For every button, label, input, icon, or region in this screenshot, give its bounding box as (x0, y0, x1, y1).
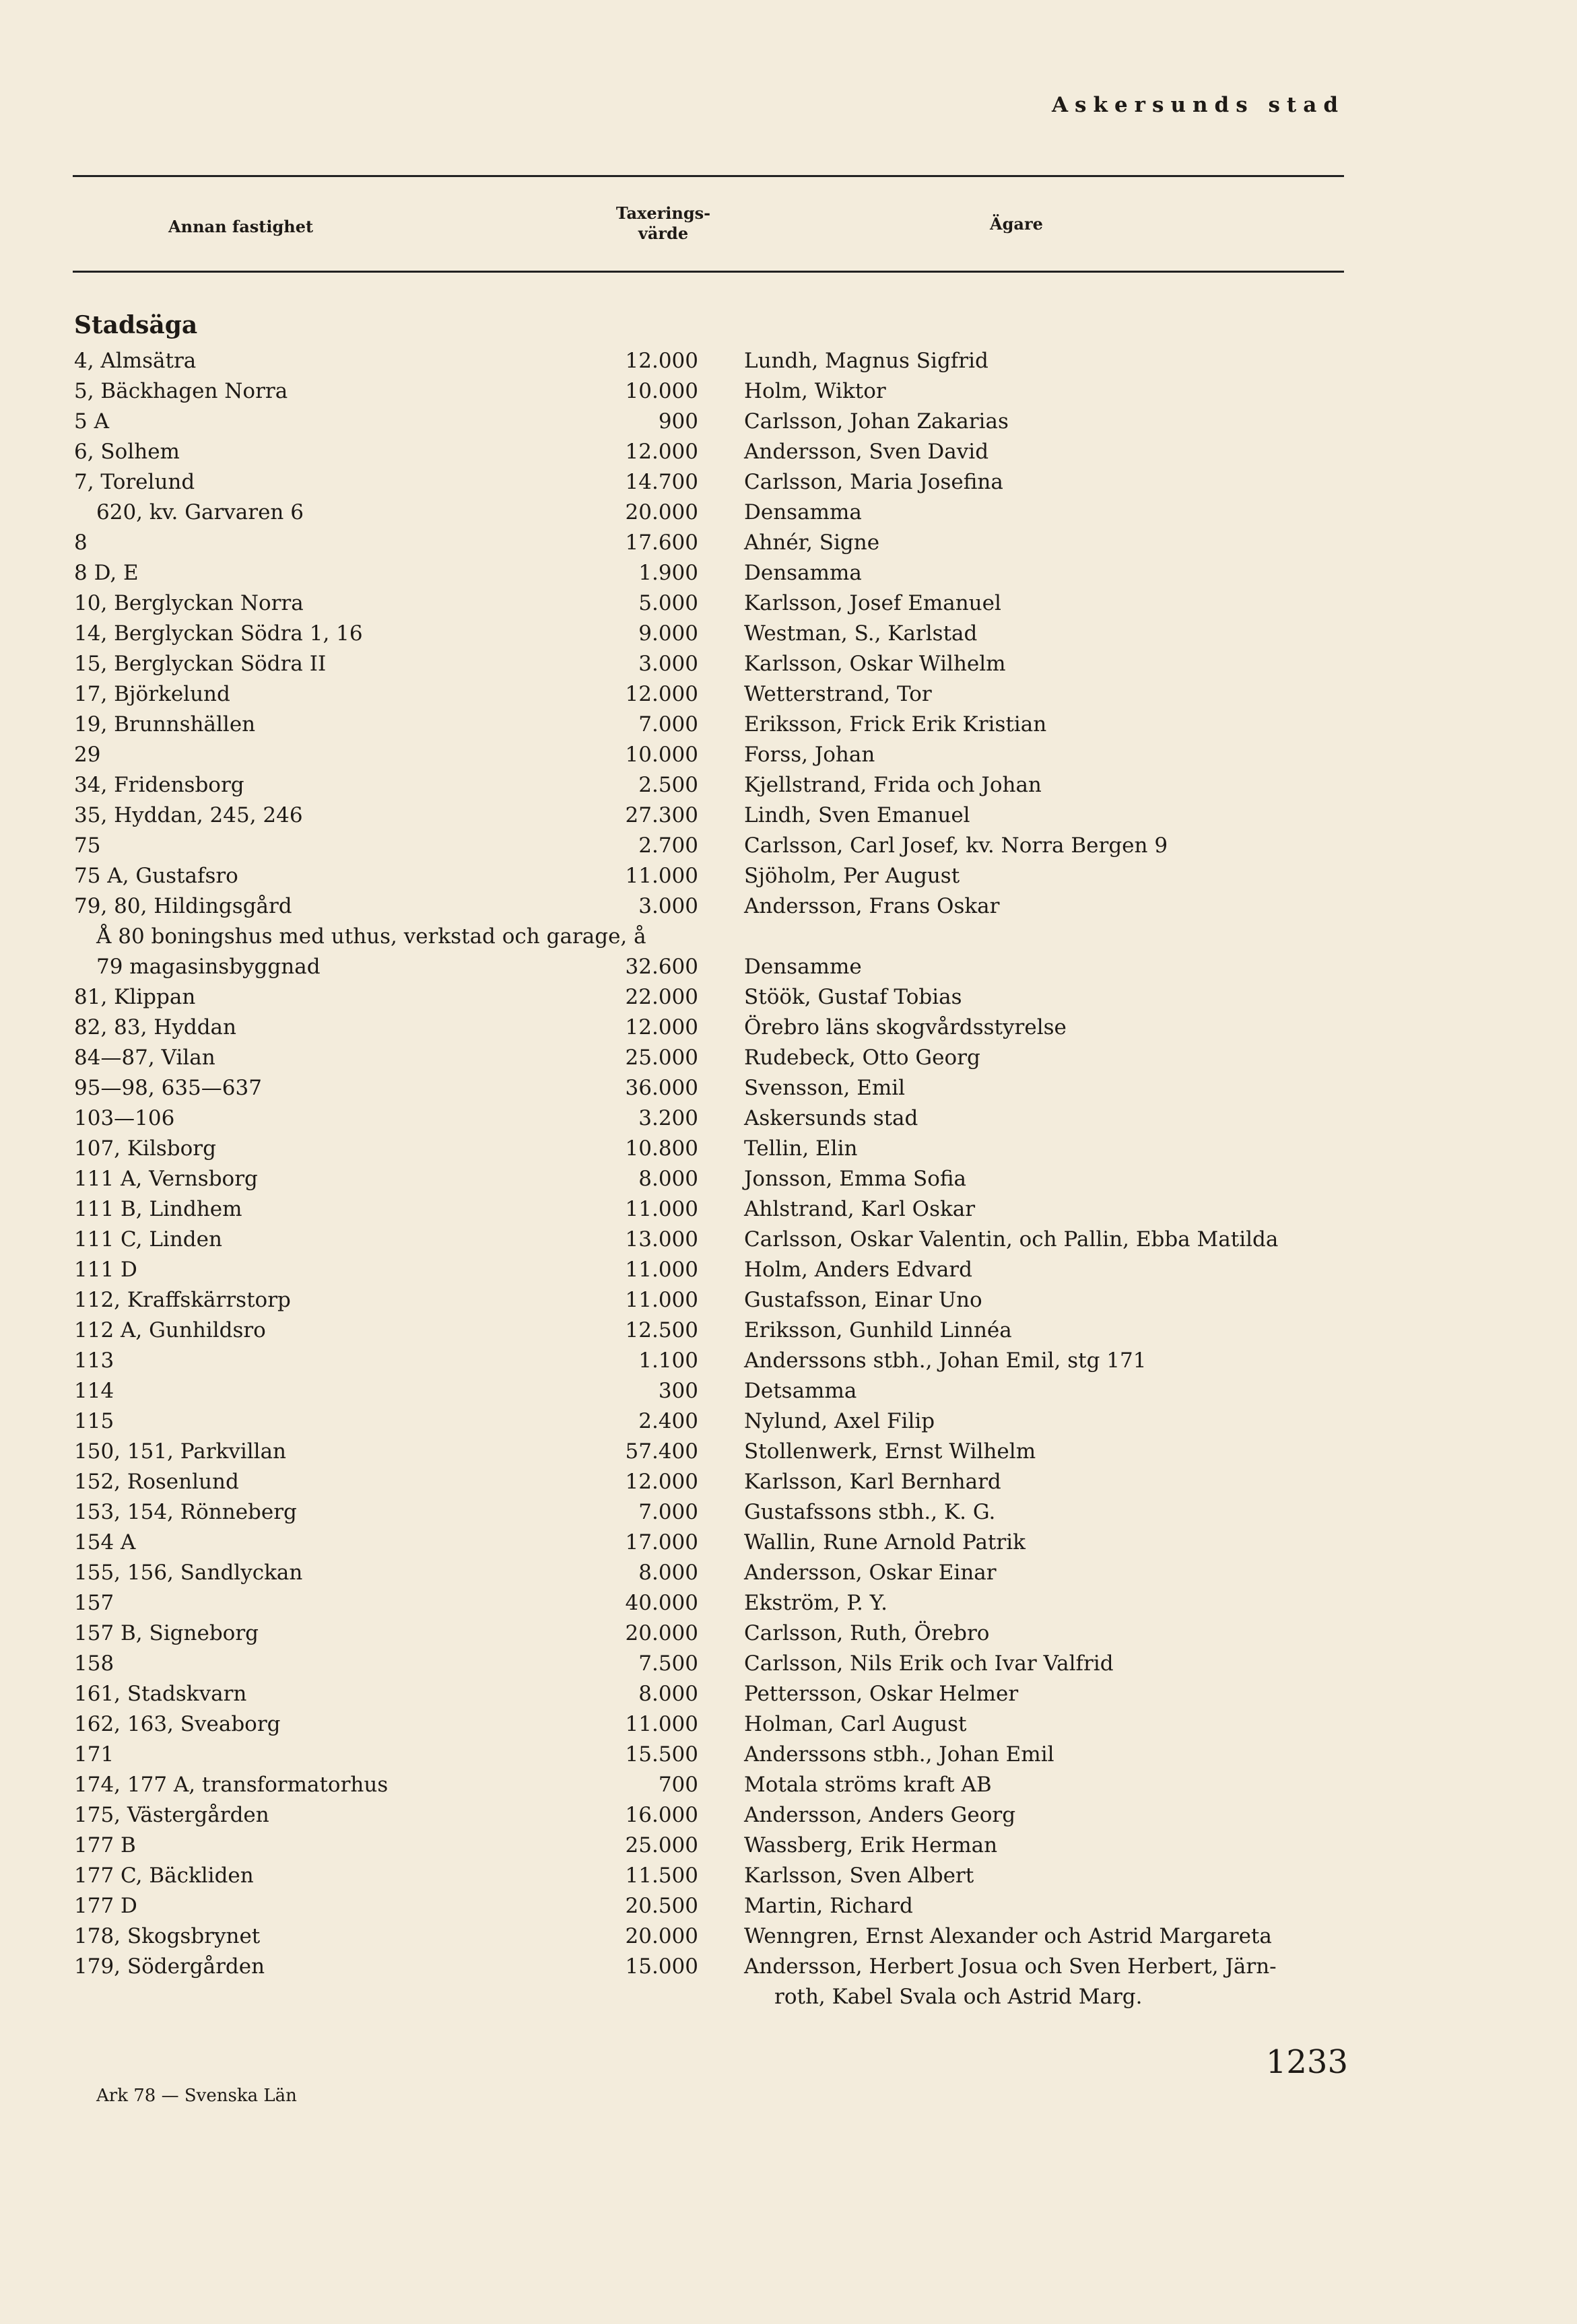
table-row (0, 498, 1577, 528)
table-row (0, 1649, 1577, 1679)
property-cell: 82, 83, Hyddan (74, 1015, 236, 1039)
value-cell: 11.500 (625, 1864, 698, 1888)
value-cell: 12.000 (625, 1015, 698, 1039)
table-row (0, 982, 1577, 1013)
value-cell: 12.000 (625, 349, 698, 373)
table-row (0, 1073, 1577, 1103)
owner-cell: Densamme (744, 955, 862, 979)
table-header-rule (73, 271, 1344, 273)
property-cell: 152, Rosenlund (74, 1470, 239, 1494)
owner-cell: Holm, Wiktor (744, 379, 886, 403)
value-cell: 11.000 (625, 864, 698, 888)
owner-cell: Kjellstrand, Frida och Johan (744, 773, 1042, 797)
owner-cell: Andersson, Frans Oskar (744, 894, 1000, 918)
owner-cell: Karlsson, Josef Emanuel (744, 591, 1001, 615)
property-cell: 81, Klippan (74, 985, 196, 1009)
table-row (0, 1194, 1577, 1225)
owner-cell: Wallin, Rune Arnold Patrik (744, 1530, 1026, 1554)
table-row (0, 740, 1577, 770)
value-cell: 7.000 (638, 1500, 698, 1524)
owner-cell: Wetterstrand, Tor (744, 682, 932, 706)
value-cell: 3.200 (638, 1106, 698, 1130)
owner-cell: Martin, Richard (744, 1894, 913, 1918)
owner-cell: Carlsson, Johan Zakarias (744, 409, 1009, 434)
property-cell: 17, Björkelund (74, 682, 230, 706)
owner-cell: Karlsson, Sven Albert (744, 1864, 974, 1888)
property-cell: 6, Solhem (74, 440, 180, 464)
value-cell: 12.000 (625, 1470, 698, 1494)
value-cell: 14.700 (625, 470, 698, 494)
table-row (0, 1285, 1577, 1315)
owner-cell: Askersunds stad (744, 1106, 918, 1130)
property-cell: 35, Hyddan, 245, 246 (74, 803, 303, 827)
owner-cell: Nylund, Axel Filip (744, 1409, 935, 1433)
property-cell: 10, Berglyckan Norra (74, 591, 304, 615)
table-row (0, 770, 1577, 800)
value-cell: 9.000 (638, 621, 698, 646)
owner-cell: Densamma (744, 500, 862, 524)
value-cell: 20.000 (625, 500, 698, 524)
property-cell: 179, Södergården (74, 1954, 265, 1979)
value-cell: 10.000 (625, 743, 698, 767)
table-row (0, 1164, 1577, 1194)
property-cell: 153, 154, Rönneberg (74, 1500, 297, 1524)
value-cell: 12.000 (625, 682, 698, 706)
table-top-rule (73, 175, 1344, 177)
property-cell: 157 (74, 1591, 114, 1615)
owner-cell: Örebro läns skogvårdsstyrelse (744, 1015, 1067, 1039)
property-cell: 84—87, Vilan (74, 1046, 215, 1070)
property-cell: 75 A, Gustafsro (74, 864, 238, 888)
property-cell: 620, kv. Garvaren 6 (96, 500, 304, 524)
property-cell: 15, Berglyckan Södra II (74, 652, 327, 676)
owner-cell: Rudebeck, Otto Georg (744, 1046, 980, 1070)
value-cell: 900 (658, 409, 698, 434)
property-cell: 112, Kraffskärrstorp (74, 1288, 291, 1312)
value-cell: 36.000 (625, 1076, 698, 1100)
property-cell: 103—106 (74, 1106, 175, 1130)
value-cell: 5.000 (638, 591, 698, 615)
owner-cell-continuation: roth, Kabel Svala och Astrid Marg. (774, 1985, 1143, 2009)
owner-cell: Forss, Johan (744, 743, 875, 767)
owner-cell: Tellin, Elin (744, 1136, 858, 1161)
owner-cell: Detsamma (744, 1379, 857, 1403)
owner-cell: Carlsson, Nils Erik och Ivar Valfrid (744, 1651, 1114, 1676)
value-cell: 2.700 (638, 833, 698, 858)
property-table (0, 346, 1577, 2009)
property-cell: 158 (74, 1651, 114, 1676)
value-cell: 20.500 (625, 1894, 698, 1918)
value-cell: 12.000 (625, 440, 698, 464)
property-cell: 19, Brunnshällen (74, 712, 256, 737)
owner-cell: Lundh, Magnus Sigfrid (744, 349, 988, 373)
table-row (0, 891, 1577, 922)
owner-cell: Westman, S., Karlstad (744, 621, 978, 646)
owner-cell: Ekström, P. Y. (744, 1591, 887, 1615)
owner-cell: Karlsson, Oskar Wilhelm (744, 652, 1006, 676)
table-row (0, 1437, 1577, 1467)
value-cell: 700 (658, 1773, 698, 1797)
owner-cell: Carlsson, Oskar Valentin, och Pallin, Ebba Matilda (744, 1227, 1279, 1252)
owner-cell: Eriksson, Frick Erik Kristian (744, 712, 1047, 737)
value-cell: 8.000 (638, 1167, 698, 1191)
table-row (0, 1921, 1577, 1952)
table-row (0, 1255, 1577, 1285)
property-cell: 111 D (74, 1258, 137, 1282)
page-number: 1233 (1265, 2043, 1348, 2081)
table-row (0, 861, 1577, 891)
property-cell: 4, Almsätra (74, 349, 197, 373)
table-row (0, 1528, 1577, 1558)
value-cell: 27.300 (625, 803, 698, 827)
table-row (0, 1891, 1577, 1921)
value-cell: 7.000 (638, 712, 698, 737)
owner-cell: Anderssons stbh., Johan Emil (744, 1742, 1054, 1767)
value-cell: 11.000 (625, 1712, 698, 1736)
table-row (0, 376, 1577, 407)
table-row (0, 1013, 1577, 1043)
property-cell: 112 A, Gunhildsro (74, 1318, 266, 1342)
property-cell: 5 A (74, 409, 109, 434)
value-cell: 3.000 (638, 652, 698, 676)
table-row (0, 1225, 1577, 1255)
value-cell: 2.400 (638, 1409, 698, 1433)
owner-cell: Gustafssons stbh., K. G. (744, 1500, 996, 1524)
value-cell: 17.600 (625, 531, 698, 555)
owner-cell: Andersson, Oskar Einar (744, 1561, 997, 1585)
column-header-owner: Ägare (990, 214, 1043, 234)
value-cell: 300 (658, 1379, 698, 1403)
property-cell: 162, 163, Sveaborg (74, 1712, 281, 1736)
value-cell: 7.500 (638, 1651, 698, 1676)
owner-cell: Wenngren, Ernst Alexander och Astrid Margareta (744, 1924, 1272, 1948)
owner-cell: Lindh, Sven Emanuel (744, 803, 970, 827)
property-cell: 14, Berglyckan Södra 1, 16 (74, 621, 363, 646)
owner-cell: Jonsson, Emma Sofia (744, 1167, 967, 1191)
value-cell: 1.900 (638, 561, 698, 585)
table-row (0, 1558, 1577, 1588)
value-cell: 20.000 (625, 1924, 698, 1948)
owner-cell: Holman, Carl August (744, 1712, 967, 1736)
column-header-value: Taxerings- värde (615, 203, 711, 243)
table-row (0, 679, 1577, 710)
table-row (0, 1134, 1577, 1164)
table-row (0, 710, 1577, 740)
table-row (0, 922, 1577, 982)
property-cell: 75 (74, 833, 101, 858)
table-row (0, 1406, 1577, 1437)
property-cell: 34, Fridensborg (74, 773, 244, 797)
owner-cell: Carlsson, Carl Josef, kv. Norra Bergen 9 (744, 833, 1168, 858)
property-cell: 155, 156, Sandlyckan (74, 1561, 303, 1585)
property-cell: 178, Skogsbrynet (74, 1924, 261, 1948)
owner-cell: Karlsson, Karl Bernhard (744, 1470, 1001, 1494)
property-cell: 29 (74, 743, 101, 767)
table-row (0, 1467, 1577, 1497)
table-row (0, 649, 1577, 679)
owner-cell: Ahnér, Signe (744, 531, 880, 555)
table-row (0, 1831, 1577, 1861)
owner-cell: Motala ströms kraft AB (744, 1773, 992, 1797)
owner-cell: Gustafsson, Einar Uno (744, 1288, 982, 1312)
property-cell: 177 D (74, 1894, 137, 1918)
table-row (0, 1588, 1577, 1618)
property-cell: 150, 151, Parkvillan (74, 1439, 287, 1464)
value-cell: 20.000 (625, 1621, 698, 1645)
property-cell: 174, 177 A, transformatorhus (74, 1773, 389, 1797)
owner-cell: Andersson, Sven David (744, 440, 989, 464)
owner-cell: Carlsson, Ruth, Örebro (744, 1621, 990, 1645)
table-row (0, 437, 1577, 467)
owner-cell: Svensson, Emil (744, 1076, 906, 1100)
property-cell: 177 C, Bäckliden (74, 1864, 254, 1888)
owner-cell: Wassberg, Erik Herman (744, 1833, 998, 1857)
value-cell: 32.600 (625, 955, 698, 979)
table-row (0, 1103, 1577, 1134)
table-row (0, 1376, 1577, 1406)
table-row (0, 1043, 1577, 1073)
table-row (0, 1770, 1577, 1800)
property-cell: Å 80 boningshus med uthus, verkstad och garage, å 79 magasinsbyggnad (96, 924, 646, 979)
section-title: Stadsäga (74, 311, 198, 339)
property-cell: 177 B (74, 1833, 136, 1857)
owner-cell: Holm, Anders Edvard (744, 1258, 972, 1282)
table-row (0, 1709, 1577, 1740)
property-cell: 113 (74, 1348, 114, 1373)
owner-cell: Stollenwerk, Ernst Wilhelm (744, 1439, 1036, 1464)
owner-cell: Andersson, Herbert Josua och Sven Herbert, Järn- (744, 1954, 1277, 1979)
property-cell: 7, Torelund (74, 470, 195, 494)
owner-cell: Carlsson, Maria Josefina (744, 470, 1003, 494)
value-cell: 16.000 (625, 1803, 698, 1827)
property-cell: 111 A, Vernsborg (74, 1167, 258, 1191)
property-cell: 8 D, E (74, 561, 139, 585)
table-row (0, 1952, 1577, 2009)
owner-cell: Andersson, Anders Georg (744, 1803, 1016, 1827)
owner-cell: Eriksson, Gunhild Linnéa (744, 1318, 1012, 1342)
value-cell: 15.500 (625, 1742, 698, 1767)
value-cell: 3.000 (638, 894, 698, 918)
owner-cell: Sjöholm, Per August (744, 864, 960, 888)
table-row (0, 1861, 1577, 1891)
table-row (0, 558, 1577, 588)
property-cell: 111 B, Lindhem (74, 1197, 242, 1221)
value-cell: 25.000 (625, 1833, 698, 1857)
property-cell: 5, Bäckhagen Norra (74, 379, 288, 403)
value-cell: 11.000 (625, 1288, 698, 1312)
property-cell: 161, Stadskvarn (74, 1682, 247, 1706)
table-row (0, 1800, 1577, 1831)
value-cell: 22.000 (625, 985, 698, 1009)
value-cell: 15.000 (625, 1954, 698, 1979)
table-row (0, 619, 1577, 649)
value-cell: 1.100 (638, 1348, 698, 1373)
property-cell: 107, Kilsborg (74, 1136, 216, 1161)
value-cell: 10.000 (625, 379, 698, 403)
owner-cell: Anderssons stbh., Johan Emil, stg 171 (744, 1348, 1147, 1373)
table-row (0, 831, 1577, 861)
property-cell: 95—98, 635—637 (74, 1076, 262, 1100)
table-row (0, 1346, 1577, 1376)
property-cell: 171 (74, 1742, 114, 1767)
property-cell: 154 A (74, 1530, 136, 1554)
owner-cell: Densamma (744, 561, 862, 585)
value-cell: 12.500 (625, 1318, 698, 1342)
table-row (0, 1618, 1577, 1649)
printer-signature: Ark 78 — Svenska Län (96, 2086, 297, 2106)
owner-cell: Ahlstrand, Karl Oskar (744, 1197, 976, 1221)
table-row (0, 800, 1577, 831)
property-cell: 115 (74, 1409, 114, 1433)
property-cell: 157 B, Signeborg (74, 1621, 259, 1645)
value-cell: 8.000 (638, 1561, 698, 1585)
table-row (0, 467, 1577, 498)
table-row (0, 1679, 1577, 1709)
table-row (0, 407, 1577, 437)
column-header-property: Annan fastighet (168, 217, 314, 236)
value-cell: 2.500 (638, 773, 698, 797)
property-cell: 175, Västergården (74, 1803, 269, 1827)
owner-cell: Stöök, Gustaf Tobias (744, 985, 962, 1009)
owner-cell: Pettersson, Oskar Helmer (744, 1682, 1019, 1706)
table-row (0, 1497, 1577, 1528)
table-row (0, 1740, 1577, 1770)
value-cell: 17.000 (625, 1530, 698, 1554)
table-row (0, 346, 1577, 376)
value-cell: 11.000 (625, 1197, 698, 1221)
table-row (0, 528, 1577, 558)
value-cell: 25.000 (625, 1046, 698, 1070)
property-cell: 111 C, Linden (74, 1227, 222, 1252)
running-title: Askersunds stad (1051, 93, 1345, 117)
value-cell: 57.400 (625, 1439, 698, 1464)
table-row (0, 1315, 1577, 1346)
value-cell: 11.000 (625, 1258, 698, 1282)
property-cell: 79, 80, Hildingsgård (74, 894, 292, 918)
property-cell: 114 (74, 1379, 114, 1403)
value-cell: 8.000 (638, 1682, 698, 1706)
property-cell: 8 (74, 531, 88, 555)
value-cell: 10.800 (625, 1136, 698, 1161)
table-row (0, 588, 1577, 619)
value-cell: 40.000 (625, 1591, 698, 1615)
value-cell: 13.000 (625, 1227, 698, 1252)
